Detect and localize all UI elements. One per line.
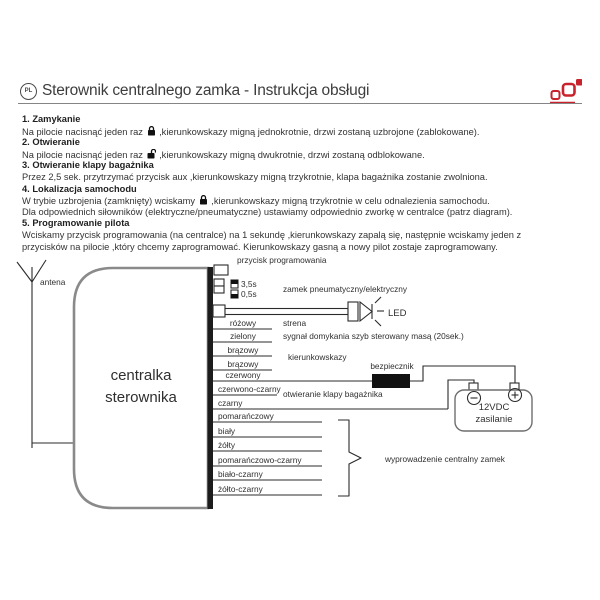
wire-label: żółty (218, 440, 236, 450)
instruction-text: ,kierunkowskazy migną jednokrotnie, drzwi zostaną uzbrojone (zablokowane). (156, 126, 480, 137)
instruction-text: Przez 2,5 sek. przytrzymać przycisk aux ,kierunkowskazy migną trzykrotnie, klapa bagażnika zostanie zwolniona. (22, 171, 488, 182)
instruction-line (22, 126, 596, 138)
section-heading: 1. Zamykanie (22, 114, 81, 124)
jumper-label: 0,5s (241, 289, 257, 299)
instructions-section (22, 114, 596, 253)
controller-box-label: sterownika (105, 389, 177, 406)
central-lock-brace (338, 420, 361, 496)
instruction-text: przycisków na pilocie ,który chcemy zaprogramować. Kierunkowskazy gasną a nowy pilot zostaje zaprogramowany. (22, 241, 498, 252)
instruction-text: Dla odpowiednich siłowników (elektryczne/pneumatyczne) ustawiamy odpowiednio zworkę w centralce (patrz diagram). (22, 206, 513, 217)
antenna-icon (17, 260, 75, 448)
language-badge: PL (20, 83, 37, 100)
page-title: Sterownik centralnego zamka - Instrukcja obsługi (42, 82, 370, 99)
instruction-line (22, 149, 596, 161)
program-button-label: przycisk programowania (237, 255, 327, 265)
controller-box (74, 268, 208, 508)
lock-closed-icon (199, 195, 208, 205)
lock-output-connector (213, 305, 225, 317)
jumper-label: 3,5s (241, 279, 257, 289)
brand-logo-icon (550, 78, 582, 104)
lock-closed-icon (147, 126, 156, 136)
wire-label: czerwono-czarny (218, 384, 281, 394)
instruction-text: Wciskamy przycisk programowania (na centralce) na 1 sekundę ,kierunkowskazy zapalą się, następnie wciskamy jeden z (22, 229, 522, 240)
jumper-option-icon (231, 290, 238, 298)
fuse-label: bezpiecznik (370, 361, 414, 371)
instruction-text: ,kierunkowskazy migną dwukrotnie, drzwi zostaną odblokowane. (156, 149, 425, 160)
controller-box-label: centralka (110, 367, 172, 384)
instruction-text: W trybie uzbrojenia (zamknięty) wciskamy (22, 196, 198, 207)
lock-type-label: zamek pneumatyczny/elektryczny (283, 284, 408, 294)
wire-desc-turn-signals: kierunkowskazy (288, 352, 347, 362)
led-icon (348, 297, 384, 326)
wire-label: biały (218, 426, 236, 436)
led-label: LED (388, 308, 407, 319)
wire-label: pomarańczowo-czarny (218, 455, 302, 465)
jumper-option-icon (231, 280, 238, 288)
wire-label: biało-czarny (218, 469, 263, 479)
wire-label: żółto-czarny (218, 484, 263, 494)
antenna-label: antena (40, 277, 66, 287)
wire-label: pomarańczowy (218, 411, 274, 421)
header (20, 79, 582, 103)
wiring-diagram (0, 255, 600, 555)
wire-desc-windows: sygnał domykania szyb sterowany masą (20sek.) (283, 331, 464, 341)
wire-label: czarny (218, 398, 243, 408)
section-heading: 2. Otwieranie (22, 137, 80, 148)
instruction-text: Na pilocie nacisnąć jeden raz (22, 126, 146, 137)
wire-label: brązowy (227, 345, 259, 355)
wire-label: czerwony (225, 370, 261, 380)
lock-open-icon (147, 149, 156, 159)
battery-label: zasilanie (475, 414, 513, 425)
wire-label: różowy (229, 318, 257, 328)
wire-desc-central-lock: wyprowadzenie centralny zamek (385, 454, 505, 464)
section-heading: 5. Programowanie pilota (22, 218, 130, 229)
section-heading: 4. Lokalizacja samochodu (22, 183, 137, 194)
instruction-text: ,kierunkowskazy migną trzykrotnie w celu odnalezienia samochodu. (208, 196, 490, 207)
battery-voltage: 12VDC (478, 402, 510, 413)
wire-label: zielony (230, 331, 256, 341)
instruction-text: Na pilocie nacisnąć jeden raz (22, 149, 146, 160)
fuse (372, 374, 410, 388)
section-heading: 3. Otwieranie klapy bagażnika (22, 160, 154, 171)
wire-desc-siren: strena (283, 318, 307, 328)
jumper-header (214, 279, 224, 293)
lock-wire (225, 309, 348, 315)
wire-desc-trunk: otwieranie klapy bagażnika (283, 389, 383, 399)
header-divider (18, 103, 582, 104)
program-button (214, 265, 228, 275)
instruction-line (22, 195, 596, 207)
connector-strip (208, 267, 214, 509)
wire-label: brązowy (227, 359, 259, 369)
